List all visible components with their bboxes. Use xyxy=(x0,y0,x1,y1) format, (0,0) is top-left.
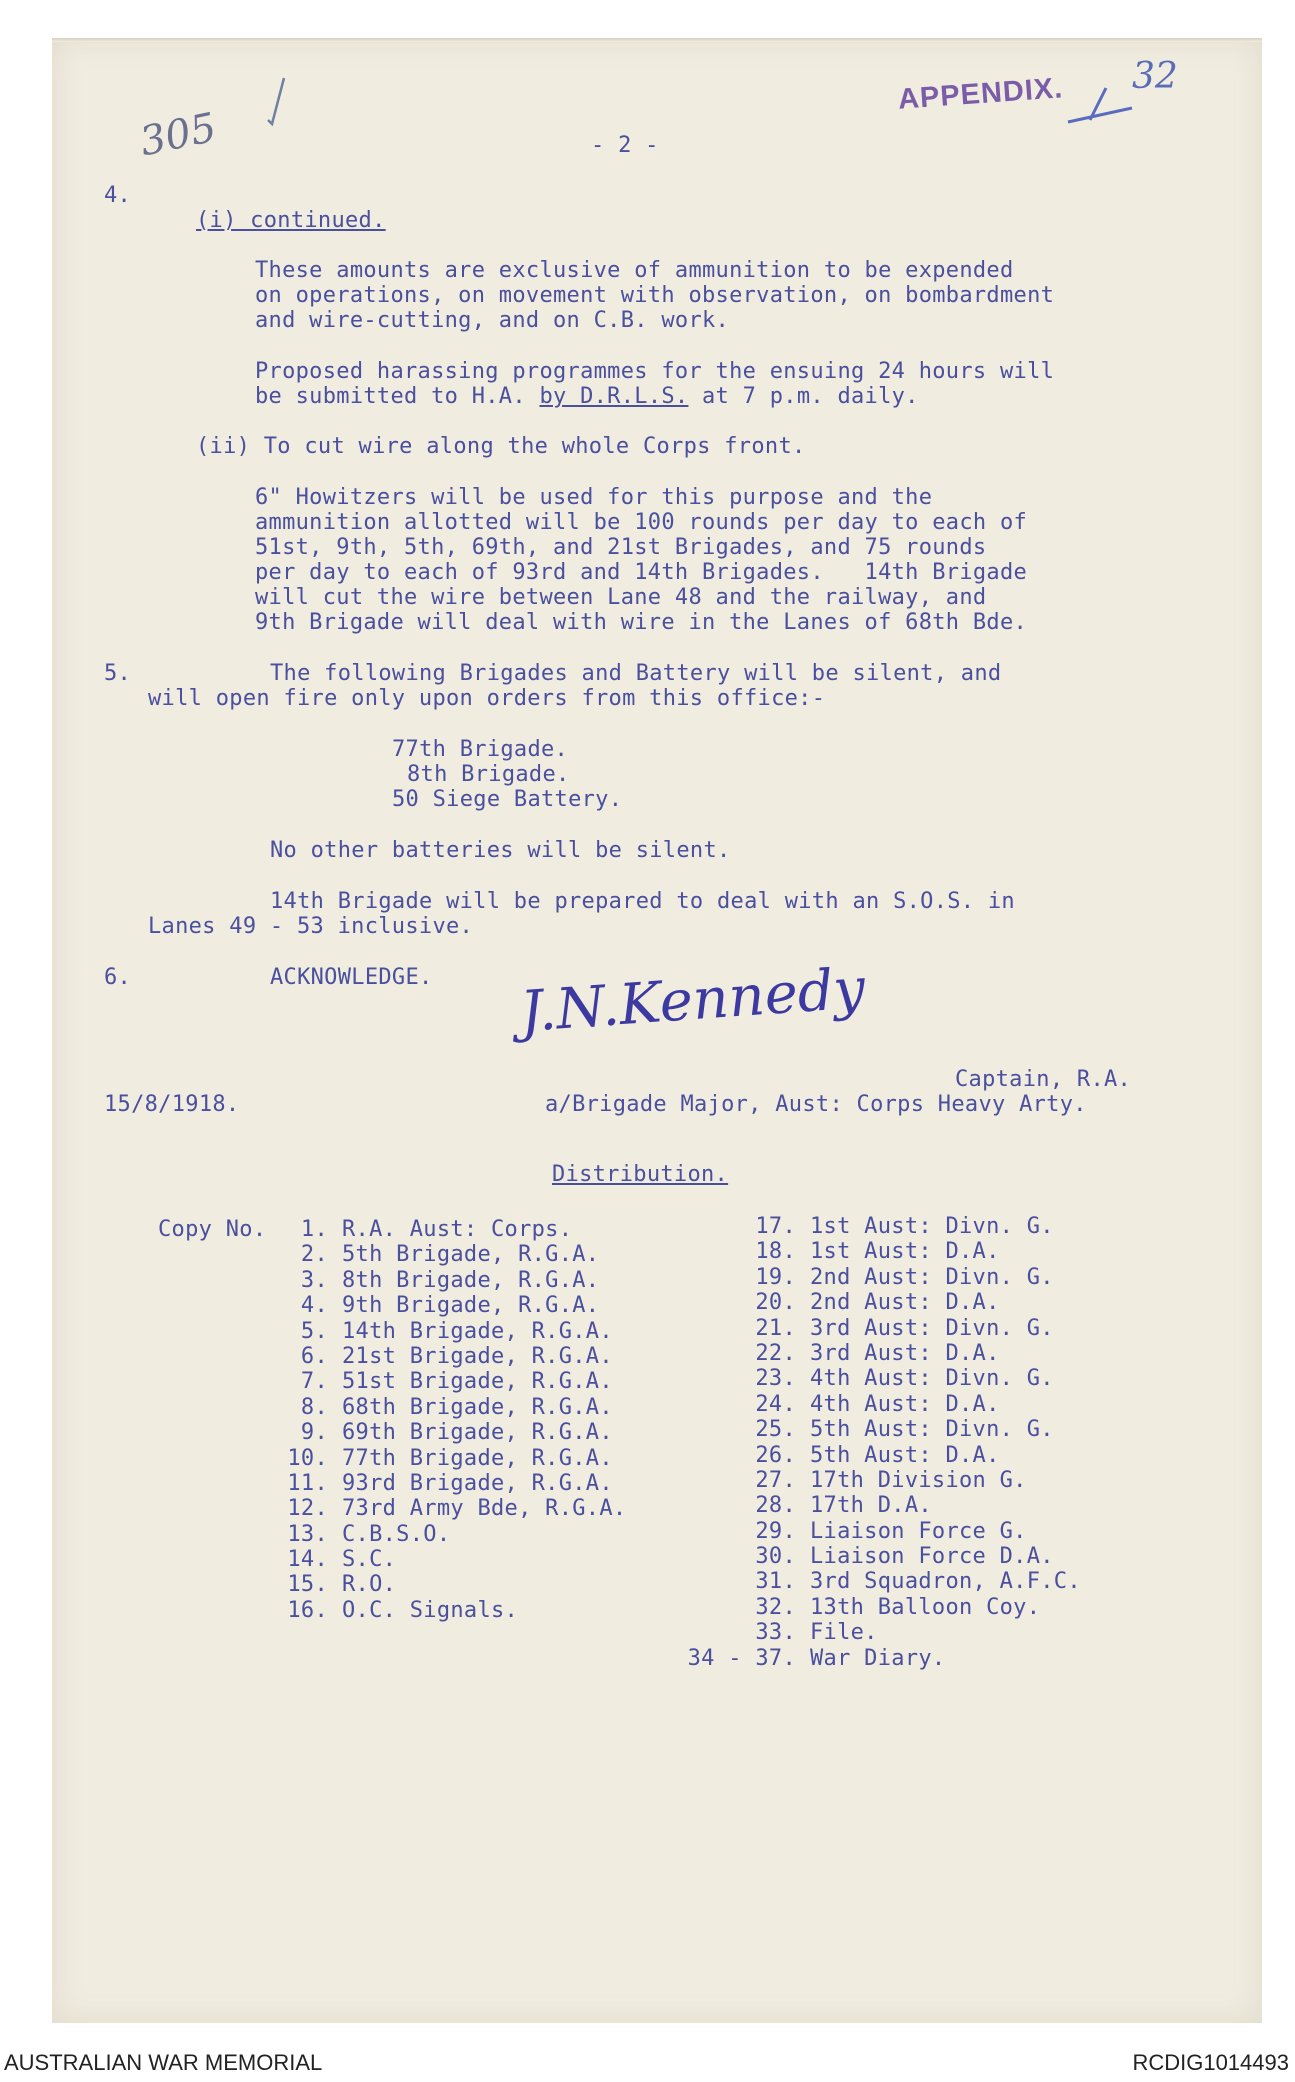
para4-p3-line: 9th Brigade will deal with wire in the Lanes of 68th Bde. xyxy=(255,610,1028,635)
list-item: 18. 1st Aust: D.A. xyxy=(755,1239,1000,1265)
distribution-list-right xyxy=(660,1214,1081,1671)
list-item: 8. 68th Brigade, R.G.A. xyxy=(300,1394,613,1420)
list-item: 28. 17th D.A. xyxy=(755,1493,932,1519)
list-item: 17. 1st Aust: Divn. G. xyxy=(755,1214,1054,1239)
para4-number: 4. xyxy=(104,183,132,208)
list-item: 4. 9th Brigade, R.G.A. xyxy=(300,1293,600,1319)
silent-unit: 77th Brigade. xyxy=(392,737,569,762)
list-item: 10. 77th Brigade, R.G.A. xyxy=(287,1445,613,1471)
list-item: 34 - 37. War Diary. xyxy=(687,1645,946,1671)
list-item: 24. 4th Aust: D.A. xyxy=(755,1391,1000,1417)
list-item: 7. 51st Brigade, R.G.A. xyxy=(300,1369,613,1395)
para4-p3-line: 51st, 9th, 5th, 69th, and 21st Brigades, and 75 rounds xyxy=(255,535,987,560)
para4-p1-line: and wire-cutting, and on C.B. work. xyxy=(255,308,730,333)
handwritten-folio-number: 305 xyxy=(136,104,221,166)
para6-number: 6. xyxy=(104,965,132,990)
signature: J.N.Kennedy xyxy=(518,956,868,1045)
list-item: 32. 13th Balloon Coy. xyxy=(755,1594,1041,1620)
list-item: 2. 5th Brigade, R.G.A. xyxy=(300,1242,600,1268)
list-item: 27. 17th Division G. xyxy=(755,1467,1027,1493)
document-date: 15/8/1918. xyxy=(104,1092,240,1117)
archive-id: RCDIG1014493 xyxy=(1132,2050,1289,2075)
list-item: 13. C.B.S.O. xyxy=(287,1521,451,1547)
list-item: 15. R.O. xyxy=(287,1572,397,1598)
list-item: 29. Liaison Force G. xyxy=(755,1518,1027,1544)
para4-p1-line: These amounts are exclusive of ammunition to be expended xyxy=(255,258,1014,283)
list-item: 25. 5th Aust: Divn. G. xyxy=(755,1417,1054,1443)
distribution-list-left xyxy=(270,1217,626,1623)
para4-p2-line: Proposed harassing programmes for the ensuing 24 hours will xyxy=(255,359,1055,384)
para5-note: No other batteries will be silent. xyxy=(270,838,731,863)
appendix-stamp: APPENDIX. xyxy=(897,72,1065,116)
list-item: 19. 2nd Aust: Divn. G. xyxy=(755,1264,1054,1290)
para5-sos-line: 14th Brigade will be prepared to deal with an S.O.S. in xyxy=(270,889,1015,914)
list-item: 22. 3rd Aust: D.A. xyxy=(755,1340,1000,1366)
archive-credit: AUSTRALIAN WAR MEMORIAL xyxy=(4,2050,323,2075)
list-item: 33. File. xyxy=(755,1620,878,1646)
para4-ii-heading: (ii) To cut wire along the whole Corps front. xyxy=(196,434,806,459)
acknowledge: ACKNOWLEDGE. xyxy=(270,965,433,990)
list-item: 16. O.C. Signals. xyxy=(287,1597,519,1623)
list-item: 21. 3rd Aust: Divn. G. xyxy=(755,1315,1054,1341)
list-item: 5. 14th Brigade, R.G.A. xyxy=(300,1318,613,1344)
para4-p1-line: on operations, on movement with observation, on bombardment xyxy=(255,283,1055,308)
copy-label: Copy No. xyxy=(158,1217,267,1242)
para4-p2-line: be submitted to H.A. by D.R.L.S. at 7 p.m. daily. xyxy=(255,384,919,409)
list-item: 23. 4th Aust: Divn. G. xyxy=(755,1366,1054,1392)
para4-p3-line: 6" Howitzers will be used for this purpose and the xyxy=(255,485,933,510)
list-item: 9. 69th Brigade, R.G.A. xyxy=(300,1420,613,1446)
signatory-rank: Captain, R.A. xyxy=(955,1067,1132,1092)
para4-p3-line: ammunition allotted will be 100 rounds per day to each of xyxy=(255,510,1028,535)
tick-mark-icon xyxy=(262,72,292,132)
para4-p3-line: per day to each of 93rd and 14th Brigades. 14th Brigade xyxy=(255,560,1028,585)
list-item: 6. 21st Brigade, R.G.A. xyxy=(300,1343,613,1369)
page-number: - 2 - xyxy=(591,133,659,158)
list-item: 20. 2nd Aust: D.A. xyxy=(755,1290,1000,1316)
distribution-heading: Distribution. xyxy=(552,1162,729,1187)
signatory-title: a/Brigade Major, Aust: Corps Heavy Arty. xyxy=(545,1092,1087,1117)
para5-line: will open fire only upon orders from this office:- xyxy=(148,686,826,711)
list-item: 14. S.C. xyxy=(287,1547,397,1573)
para5-line: The following Brigades and Battery will be silent, and xyxy=(270,661,1002,686)
silent-unit: 8th Brigade. xyxy=(407,762,570,787)
silent-unit: 50 Siege Battery. xyxy=(392,787,623,812)
list-item: 26. 5th Aust: D.A. xyxy=(755,1442,1000,1468)
handwritten-page-number: 32 xyxy=(1132,56,1178,97)
stamp-underline-mark xyxy=(1060,80,1140,130)
para5-sos-line: Lanes 49 - 53 inclusive. xyxy=(148,914,474,939)
list-item: 3. 8th Brigade, R.G.A. xyxy=(300,1267,600,1293)
list-item: 12. 73rd Army Bde, R.G.A. xyxy=(287,1496,627,1522)
para4-p3-line: will cut the wire between Lane 48 and the railway, and xyxy=(255,585,987,610)
list-item: 1. R.A. Aust: Corps. xyxy=(300,1217,573,1242)
list-item: 30. Liaison Force D.A. xyxy=(755,1544,1054,1570)
para5-number: 5. xyxy=(104,661,132,686)
list-item: 31. 3rd Squadron, A.F.C. xyxy=(755,1569,1081,1595)
list-item: 11. 93rd Brigade, R.G.A. xyxy=(287,1470,613,1496)
para4-heading: (i) continued. xyxy=(196,208,386,233)
